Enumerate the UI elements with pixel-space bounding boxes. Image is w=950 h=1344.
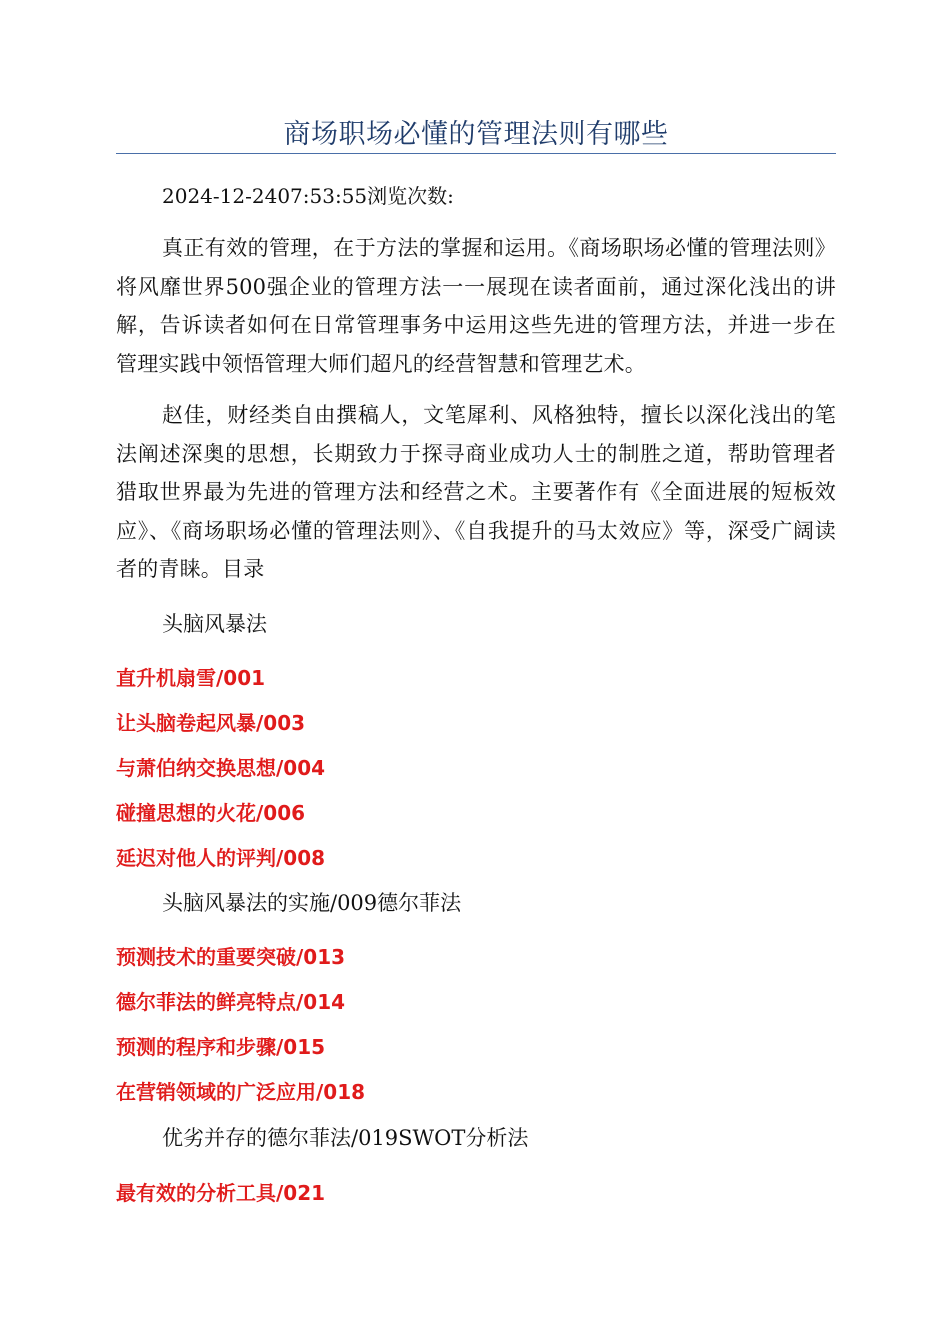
- intro-paragraph: 真正有效的管理，在于方法的掌握和运用。《商场职场必懂的管理法则》将风靡世界500强企业的管理方法一一展现在读者面前，通过深化浅出的讲解，告诉读者如何在日常管理事务中运用这些先进的管理方法，并进一步在管理实践中领悟管理大师们超凡的经营智慧和管理艺术。: [116, 236, 836, 376]
- title-underline: [116, 153, 836, 154]
- toc-item[interactable]: 在营销领域的广泛应用/018: [116, 1080, 366, 1104]
- toc-item[interactable]: 延迟对他人的评判/008: [116, 846, 326, 870]
- toc-section-heading: 头脑风暴法: [162, 612, 267, 636]
- toc-section-heading: 优劣并存的德尔菲法/019SWOT分析法: [162, 1126, 529, 1150]
- toc-item[interactable]: 碰撞思想的火花/006: [116, 801, 306, 825]
- toc-section-heading: 头脑风暴法的实施/009德尔菲法: [162, 891, 462, 915]
- publish-meta: 2024-12-2407:53:55浏览次数:: [162, 184, 454, 208]
- toc-item[interactable]: 德尔菲法的鲜亮特点/014: [116, 990, 346, 1014]
- toc-item[interactable]: 让头脑卷起风暴/003: [116, 711, 306, 735]
- toc-item[interactable]: 最有效的分析工具/021: [116, 1181, 326, 1205]
- toc-item[interactable]: 直升机扇雪/001: [116, 666, 266, 690]
- document-title: 商场职场必懂的管理法则有哪些: [283, 119, 669, 150]
- author-paragraph: 赵佳，财经类自由撰稿人，文笔犀利、风格独特，擅长以深化浅出的笔法阐述深奥的思想，长期致力于探寻商业成功人士的制胜之道，帮助管理者猎取世界最为先进的管理方法和经营之术。主要著作有《全面进展的短板效应》、《商场职场必懂的管理法则》、《自我提升的马太效应》等，深受广阔读者的青睐。目录: [116, 403, 836, 581]
- toc-item[interactable]: 预测技术的重要突破/013: [116, 945, 346, 969]
- toc-item[interactable]: 预测的程序和步骤/015: [116, 1035, 326, 1059]
- toc-item[interactable]: 与萧伯纳交换思想/004: [116, 756, 326, 780]
